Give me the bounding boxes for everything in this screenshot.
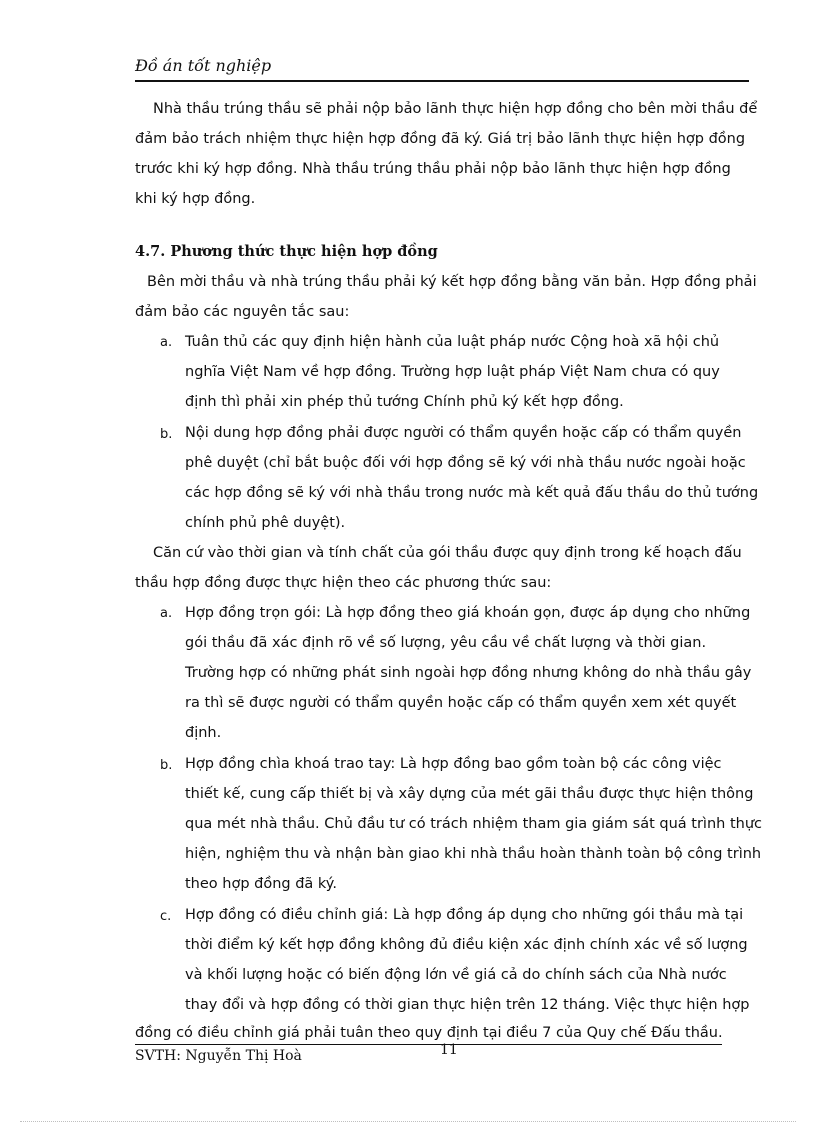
list-label: a. (160, 335, 173, 350)
page-edge-divider (20, 1121, 796, 1122)
list-item-line: gói thầu đã xác định rõ về số lượng, yêu cầu về chất lượng và thời gian. (185, 635, 707, 651)
paragraph-line: thầu hợp đồng được thực hiện theo các phương thức sau: (135, 575, 552, 591)
list-item-line: Tuân thủ các quy định hiện hành của luật pháp nước Cộng hoà xã hội chủ (185, 334, 720, 350)
list-item-line: qua mét nhà thầu. Chủ đầu tư có trách nhiệm tham gia giám sát quá trình thực (185, 816, 762, 832)
page-number: 11 (440, 1042, 458, 1058)
list-item-line: theo hợp đồng đã ký. (185, 876, 337, 892)
intro-line: Nhà thầu trúng thầu sẽ phải nộp bảo lãnh thực hiện hợp đồng cho bên mời thầu để (153, 101, 758, 117)
paragraph-line: Căn cứ vào thời gian và tính chất của gói thầu được quy định trong kế hoạch đấu (153, 545, 742, 561)
list-label: b. (160, 427, 173, 442)
list-item-line: định thì phải xin phép thủ tướng Chính phủ ký kết hợp đồng. (185, 394, 624, 410)
list-item-line: và khối lượng hoặc có biến động lớn về giá cả do chính sách của Nhà nước (185, 967, 727, 983)
paragraph-line: đảm bảo các nguyên tắc sau: (135, 304, 350, 320)
list-item-line: phê duyệt (chỉ bắt buộc đối với hợp đồng sẽ ký với nhà thầu nước ngoài hoặc (185, 455, 746, 471)
list-item-line: các hợp đồng sẽ ký với nhà thầu trong nước mà kết quả đấu thầu do thủ tướng (185, 485, 759, 501)
list-item-line: Nội dung hợp đồng phải được người có thẩm quyền hoặc cấp có thẩm quyền (185, 425, 742, 441)
list-label: b. (160, 758, 173, 773)
paragraph-line: Bên mời thầu và nhà trúng thầu phải ký kết hợp đồng bằng văn bản. Hợp đồng phải (147, 274, 757, 290)
list-item-line: thiết kế, cung cấp thiết bị và xây dựng của mét gãi thầu được thực hiện thông (185, 786, 754, 802)
list-item-line: thay đổi và hợp đồng có thời gian thực hiện trên 12 tháng. Việc thực hiện hợp (185, 997, 750, 1013)
footer-author: SVTH: Nguyễn Thị Hoà (135, 1048, 302, 1064)
list-item-line: định. (185, 725, 222, 741)
page-header-title: Đồ án tốt nghiệp (135, 56, 272, 75)
section-heading: 4.7. Phương thức thực hiện hợp đồng (135, 243, 438, 260)
list-item-line: thời điểm ký kết hợp đồng không đủ điều kiện xác định chính xác về số lượng (185, 937, 748, 953)
closing-line: đồng có điều chỉnh giá phải tuân theo quy định tại điều 7 của Quy chế Đấu thầu. (135, 1025, 723, 1041)
list-item-line: Hợp đồng trọn gói: Là hợp đồng theo giá khoán gọn, được áp dụng cho những (185, 605, 751, 621)
list-item-line: nghĩa Việt Nam về hợp đồng. Trường hợp luật pháp Việt Nam chưa có quy (185, 364, 720, 380)
list-item-line: ra thì sẽ được người có thẩm quyền hoặc cấp có thẩm quyền xem xét quyết (185, 695, 737, 711)
list-label: c. (160, 909, 172, 924)
list-item-line: Hợp đồng chìa khoá trao tay: Là hợp đồng bao gồm toàn bộ các công việc (185, 756, 722, 772)
list-item-line: Trường hợp có những phát sinh ngoài hợp đồng nhưng không do nhà thầu gây (185, 665, 752, 681)
intro-line: trước khi ký hợp đồng. Nhà thầu trúng thầu phải nộp bảo lãnh thực hiện hợp đồng (135, 161, 731, 177)
list-item-line: hiện, nghiệm thu và nhận bàn giao khi nhà thầu hoàn thành toàn bộ công trình (185, 846, 762, 862)
list-label: a. (160, 606, 173, 621)
header-rule (135, 80, 749, 82)
list-item-line: chính phủ phê duyệt). (185, 515, 346, 531)
list-item-line: Hợp đồng có điều chỉnh giá: Là hợp đồng áp dụng cho những gói thầu mà tại (185, 907, 744, 923)
footer-rule (135, 1044, 722, 1045)
intro-line: khi ký hợp đồng. (135, 191, 256, 207)
intro-line: đảm bảo trách nhiệm thực hiện hợp đồng đã ký. Giá trị bảo lãnh thực hiện hợp đồng (135, 131, 746, 147)
